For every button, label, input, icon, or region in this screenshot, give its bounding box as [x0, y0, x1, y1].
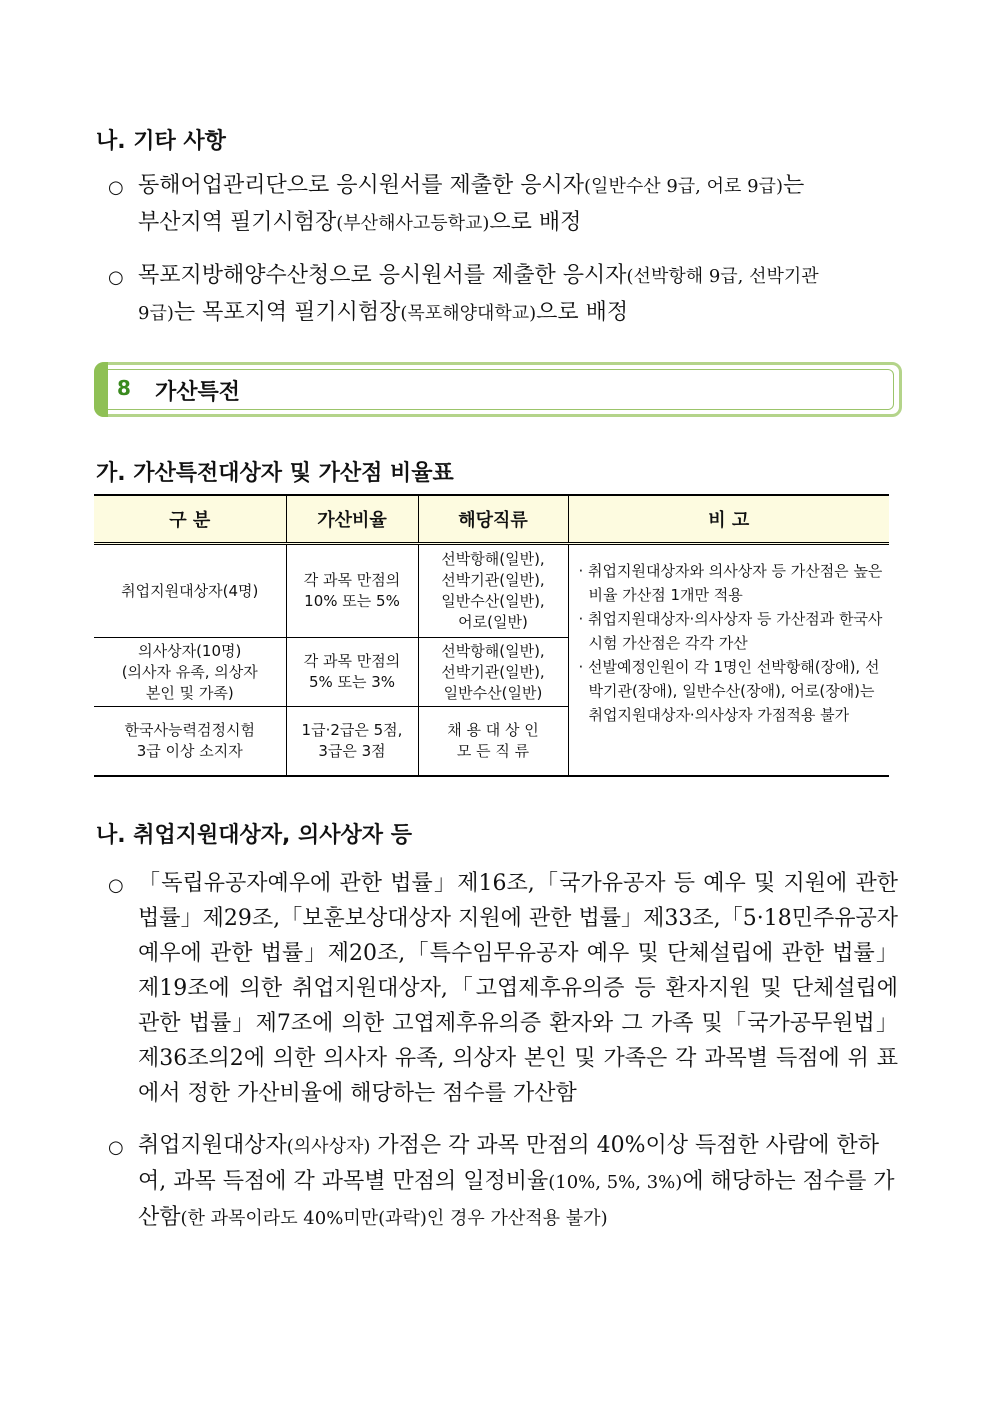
circle-bullet-icon: ○: [108, 177, 124, 198]
table-notes-cell: · 취업지원대상자와 의사상자 등 가산점은 높은 비율 가산점 1개만 적용 · 취업지원대상자·의사상자 등 가산점과 한국사시험 가산점은 각각 가산 · 선발예정인원이 각 1명인 선박항해(장애), 선박기관(장애), 일반수산(장애), 어로(장애)는 취업지원대상자·의사상자 가점적용 불가: [568, 544, 889, 777]
circle-bullet-icon: ○: [108, 1137, 124, 1158]
section-number: 8: [117, 376, 131, 400]
table-cell: 취업지원대상자(4명): [121, 581, 259, 600]
table-header: 해당직류: [418, 495, 568, 544]
table-cell: 채 용 대 상 인 모 든 직 류: [418, 707, 568, 777]
table-row: [94, 544, 889, 638]
list-item: ○ 취업지원대상자(의사상자) 가점은 각 과목 만점의 40%이상 득점한 사람에 한하여, 과목 득점에 각 과목별 만점의 일정비율(10%, 5%, 3%)에 해당하는 점수를 가산함(한 과목이라도 40%미만(과락)인 경우 가산적용 불가): [108, 1128, 898, 1236]
table-cell: 각 과목 만점의 10% 또는 5%: [286, 544, 418, 638]
table-header: 비 고: [568, 495, 889, 544]
section-accent-bar: [94, 362, 108, 417]
list-item: ○ 동해어업관리단으로 응시원서를 제출한 응시자(일반수산 9급, 어로 9급)는 부산지역 필기시험장(부산해사고등학교)으로 배정: [108, 168, 898, 242]
table-cell: 선박항해(일반), 선박기관(일반), 일반수산(일반): [418, 638, 568, 707]
section-heading-bonus-table: 가. 가산특전대상자 및 가산점 비율표: [96, 461, 454, 486]
table-header: 구 분: [94, 495, 286, 544]
bonus-ratio-table: [94, 494, 889, 777]
circle-bullet-icon: ○: [108, 267, 124, 288]
table-cell: 1급·2급은 5점, 3급은 3점: [286, 707, 418, 777]
table-cell: 한국사능력검정시험 3급 이상 소지자: [94, 707, 286, 777]
list-item: ○ 목포지방해양수산청으로 응시원서를 제출한 응시자(선박항해 9급, 선박기관 9급)는 목포지역 필기시험장(목포해양대학교)으로 배정: [108, 258, 898, 332]
section-title-box: [94, 362, 902, 417]
table-cell: 각 과목 만점의 5% 또는 3%: [286, 638, 418, 707]
table-cell: 의사상자(10명) (의사자 유족, 의상자 본인 및 가족): [94, 638, 286, 707]
table-header: 가산비율: [286, 495, 418, 544]
section-heading-veterans: 나. 취업지원대상자, 의사상자 등: [96, 823, 412, 848]
section-title: 가산특전: [155, 380, 241, 405]
table-cell: 선박항해(일반), 선박기관(일반), 일반수산(일반), 어로(일반): [418, 544, 568, 638]
list-item: ○ 「독립유공자예우에 관한 법률」제16조,「국가유공자 등 예우 및 지원에 관한 법률」제29조,「보훈보상대상자 지원에 관한 법률」제33조,「5·18민주유공자 예우에 관한 법률」제20조,「특수임무유공자 예우 및 단체설립에 관한 법률」제19조에 의한 취업지원대상자,「고엽제후유의증 등 환자지원 및 단체설립에 관한 법률」제7조에 의한 고엽제후유의증 환자와 그 가족 및「국가공무원법」제36조의2에 의한 의사자 유족, 의상자 본인 및 가족은 각 과목별 득점에 위 표에서 정한 가산비율에 해당하는 점수를 가산함: [108, 866, 898, 1111]
circle-bullet-icon: ○: [108, 875, 124, 896]
section-heading-other: 나. 기타 사항: [96, 129, 226, 154]
